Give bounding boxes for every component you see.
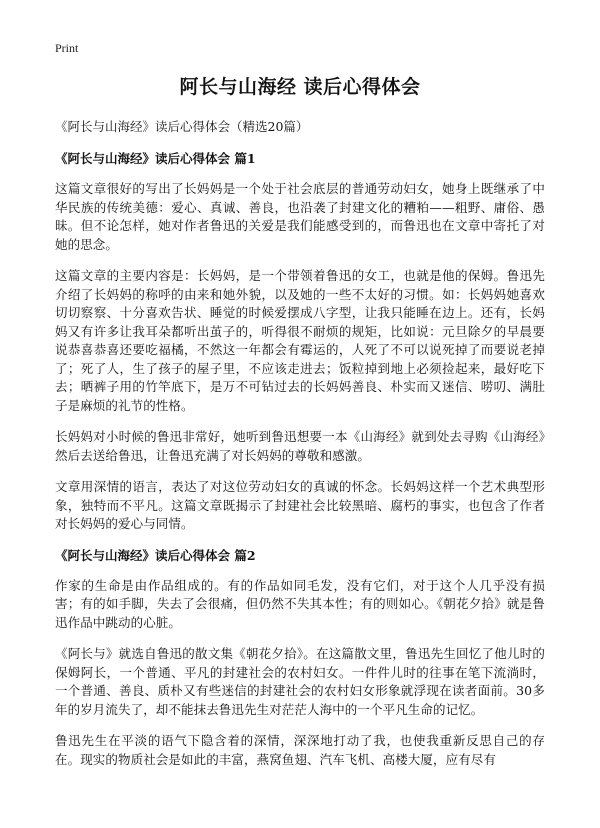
paragraph: 长妈妈对小时候的鲁迅非常好，她听到鲁迅想要一本《山海经》就到处去寻购《山海经》然后去送给鲁迅，让鲁迅充满了对长妈妈的尊敬和感激。 (55, 429, 545, 463)
document-subtitle: 《阿长与山海经》读后心得体会（精选20篇） (55, 119, 309, 134)
paragraph: 文章用深情的语言，表达了对这位劳动妇女的真诚的怀念。长妈妈这样一个艺术典型形象，独特而不平凡。这篇文章既揭示了封建社会比较黑暗、腐朽的事实，也包含了作者对长妈妈的爱心与同情。 (55, 479, 545, 531)
section-1 (55, 150, 545, 534)
print-label: Print (55, 41, 79, 55)
paragraph: 作家的生命是由作品组成的。有的作品如同毛发，没有它们，对于这个人几乎没有损害；有的如手脚，失去了会很痛，但仍然不失其本性；有的则如心。《朝花夕拾》就是鲁迅作品中跳动的心脏。 (55, 577, 545, 630)
paragraph: 鲁迅先生在平淡的语气下隐含着的深情，深深地打动了我，也使我重新反思自己的存在。现实的物质社会是如此的丰富，燕窝鱼翅、汽车飞机、高楼大厦，应有尽有 (55, 733, 545, 767)
paragraph: 《阿长与》就选自鲁迅的散文集《朝花夕拾》。在这篇散文里，鲁迅先生回忆了他儿时的保姆阿长，一个普通、平凡的封建社会的农村妇女。一件件儿时的往事在笔下流淌时，一个普通、善良、质朴又有些迷信的封建社会的农村妇女形象就浮现在读者面前。30多年的岁月流失了，却不能抹去鲁迅先生对茫茫人海中的一个平凡生命的记忆。 (55, 646, 545, 717)
section-2 (55, 547, 545, 770)
paragraph: 这篇文章的主要内容是：长妈妈，是一个带领着鲁迅的女工，也就是他的保姆。鲁迅先介绍了长妈妈的称呼的由来和她外貌，以及她的一些不太好的习惯。如：长妈妈她喜欢切切察察、十分喜欢告状、睡觉的时候爱摆成八字型，让我只能睡在边上。还有，长妈妈又有许多让我耳朵都听出茧子的，听得很不耐烦的规矩，比如说：元旦除夕的早晨要说恭喜恭喜还要吃福橘，不然这一年都会有霉运的，人死了不可以说死掉了而要说老掉了；死了人，生了孩子的屋子里，不应该走进去；饭粒掉到地上必须捡起来，最好吃下去；晒裤子用的竹竿底下，是万不可钻过去的长妈妈善良、朴实而又迷信、唠叨、满肚子是麻烦的礼节的性格。 (55, 268, 545, 413)
page-title: 阿长与山海经 读后心得体会 (179, 76, 421, 98)
section-heading: 《阿长与山海经》读后心得体会 篇2 (55, 547, 256, 563)
section-heading: 《阿长与山海经》读后心得体会 篇1 (55, 151, 256, 166)
paragraph: 这篇文章很好的写出了长妈妈是一个处于社会底层的普通劳动妇女，她身上既继承了中华民族的传统美德：爱心、真诚、善良，也沿袭了封建文化的糟粕——粗野、庸俗、愚昧。但不论怎样，她对作者鲁迅的关爱是我们能感受到的，而鲁迅也在文章中寄托了对她的思念。 (55, 181, 545, 252)
